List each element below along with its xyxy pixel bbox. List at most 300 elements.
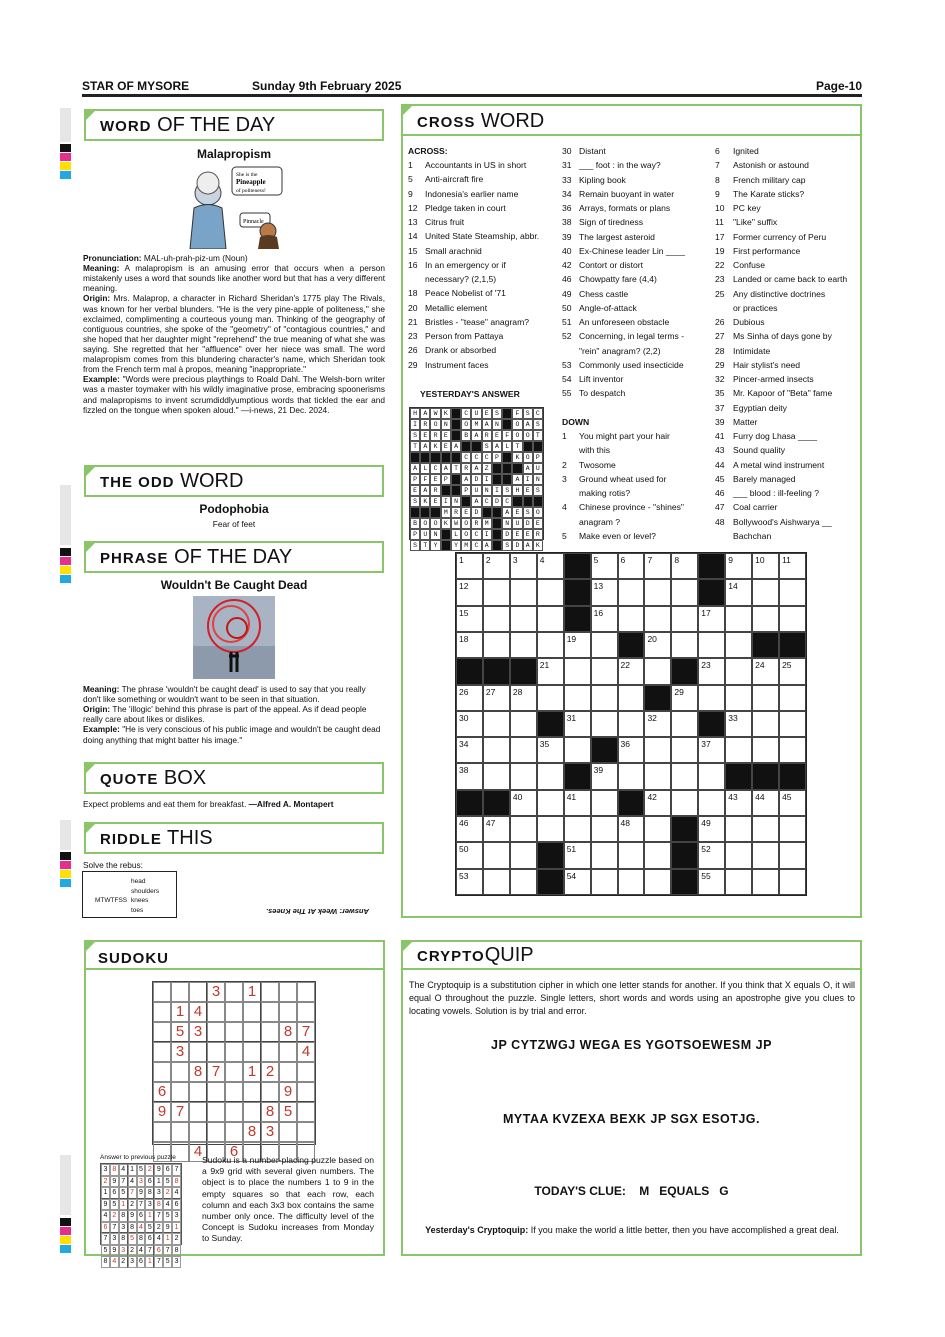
black-square xyxy=(441,452,451,463)
crossword-cell[interactable] xyxy=(537,763,564,789)
crossword-cell[interactable] xyxy=(564,869,591,895)
sudoku-cell[interactable] xyxy=(153,1042,171,1062)
color-mark xyxy=(60,870,71,878)
previous-answer-cell: 9 xyxy=(110,1176,119,1188)
phrase-body xyxy=(83,684,385,745)
color-mark xyxy=(60,1227,71,1235)
crossword-cell[interactable] xyxy=(483,632,510,658)
clue-number-label: 30 xyxy=(459,712,469,723)
crossword-cell[interactable] xyxy=(456,553,483,579)
sudoku-cell[interactable] xyxy=(153,1062,171,1082)
crossword-cell[interactable] xyxy=(510,579,537,605)
crossword-cell[interactable] xyxy=(779,869,806,895)
crossword-cell[interactable] xyxy=(456,816,483,842)
sudoku-cell[interactable] xyxy=(279,1002,297,1022)
title-prefix: RIDDLE xyxy=(100,831,162,848)
sudoku-cell[interactable] xyxy=(279,1062,297,1082)
sudoku-cell[interactable]: 8 xyxy=(261,1102,279,1122)
sudoku-cell[interactable]: 4 xyxy=(189,1002,207,1022)
sudoku-cell[interactable] xyxy=(261,982,279,1002)
sudoku-cell[interactable] xyxy=(261,1082,279,1102)
sudoku-cell[interactable] xyxy=(225,1102,243,1122)
crossword-cell[interactable] xyxy=(483,579,510,605)
crossword-cell[interactable] xyxy=(779,737,806,763)
crossword-cell[interactable] xyxy=(644,842,671,868)
sudoku-cell[interactable]: 5 xyxy=(171,1022,189,1042)
crossword-cell[interactable] xyxy=(456,763,483,789)
crossword-cell[interactable] xyxy=(483,711,510,737)
crossword-cell[interactable] xyxy=(698,763,725,789)
previous-answer-cell: 8 xyxy=(128,1222,137,1234)
crossword-cell[interactable] xyxy=(456,632,483,658)
crossword-cell[interactable] xyxy=(483,869,510,895)
crossword-cell[interactable] xyxy=(537,606,564,632)
black-square xyxy=(537,842,564,868)
yesterday-crossword-grid xyxy=(409,407,544,549)
sudoku-cell[interactable]: 7 xyxy=(207,1062,225,1082)
sudoku-cell[interactable] xyxy=(189,982,207,1002)
previous-answer-cell: 8 xyxy=(172,1245,181,1257)
crossword-cell[interactable] xyxy=(618,579,645,605)
sudoku-cell[interactable] xyxy=(225,1042,243,1062)
crossword-cell[interactable] xyxy=(591,553,618,579)
sudoku-cell[interactable] xyxy=(189,1122,207,1142)
crossword-cell[interactable] xyxy=(591,816,618,842)
crossword-cell[interactable] xyxy=(483,842,510,868)
clue-item xyxy=(562,331,684,341)
sudoku-cell[interactable]: 3 xyxy=(207,982,225,1002)
crossword-cell[interactable] xyxy=(698,816,725,842)
sudoku-cell[interactable] xyxy=(261,1002,279,1022)
label: Example: xyxy=(83,374,120,385)
clue-text: necessary? (2,1,5) xyxy=(425,274,497,284)
crossword-cell[interactable] xyxy=(564,711,591,737)
crossword-cell[interactable] xyxy=(510,763,537,789)
crossword-cell[interactable] xyxy=(671,763,698,789)
sudoku-cell[interactable] xyxy=(297,1082,315,1102)
clue-number: 42 xyxy=(562,260,572,270)
clue-number: 5 xyxy=(408,174,413,185)
black-square xyxy=(752,763,779,789)
answer-cell: U xyxy=(471,408,481,419)
crossword-cell[interactable] xyxy=(618,869,645,895)
sudoku-cell[interactable] xyxy=(225,1062,243,1082)
crossword-cell[interactable] xyxy=(510,790,537,816)
previous-answer-cell: 6 xyxy=(137,1256,146,1268)
crossword-cell[interactable] xyxy=(644,658,671,684)
crossword-cell[interactable] xyxy=(483,737,510,763)
previous-answer-cell: 6 xyxy=(101,1222,110,1234)
sudoku-cell[interactable]: 9 xyxy=(279,1082,297,1102)
crossword-cell[interactable] xyxy=(537,790,564,816)
crossword-cell[interactable] xyxy=(564,685,591,711)
crossword-cell[interactable] xyxy=(510,632,537,658)
clue-item xyxy=(715,360,800,370)
crossword-cell[interactable] xyxy=(752,711,779,737)
crossword-cell[interactable] xyxy=(618,842,645,868)
crossword-cell[interactable] xyxy=(510,711,537,737)
crossword-cell[interactable] xyxy=(564,632,591,658)
crossword-cell[interactable] xyxy=(725,553,752,579)
black-square xyxy=(752,632,779,658)
rebus-words xyxy=(131,877,159,915)
crossword-cell[interactable] xyxy=(510,842,537,868)
crossword-cell[interactable] xyxy=(698,658,725,684)
crossword-cell[interactable] xyxy=(483,685,510,711)
sudoku-cell[interactable]: 9 xyxy=(153,1102,171,1122)
clue-number: 34 xyxy=(562,188,572,199)
crossword-cell[interactable] xyxy=(725,579,752,605)
sudoku-cell[interactable]: 1 xyxy=(171,1002,189,1022)
clue-number-label: 53 xyxy=(459,870,469,881)
answer-cell: P xyxy=(533,452,543,463)
crossword-cell[interactable] xyxy=(564,842,591,868)
sudoku-cell[interactable]: 4 xyxy=(297,1042,315,1062)
sudoku-cell[interactable]: 3 xyxy=(171,1042,189,1062)
answer-cell: M xyxy=(471,419,481,430)
crossword-cell[interactable] xyxy=(725,737,752,763)
crossword-cell[interactable] xyxy=(618,606,645,632)
crossword-cell[interactable] xyxy=(483,553,510,579)
crossword-cell[interactable] xyxy=(779,606,806,632)
sudoku-cell[interactable] xyxy=(225,1022,243,1042)
sudoku-cell[interactable] xyxy=(261,1022,279,1042)
crossword-cell[interactable] xyxy=(618,658,645,684)
crossword-cell[interactable] xyxy=(537,553,564,579)
clue-item xyxy=(715,232,826,242)
crossword-cell[interactable] xyxy=(537,685,564,711)
crossword-cell[interactable] xyxy=(698,606,725,632)
clue-number-label: 43 xyxy=(728,791,738,802)
crossword-cell[interactable] xyxy=(456,579,483,605)
sudoku-cell[interactable] xyxy=(207,1042,225,1062)
sudoku-cell[interactable] xyxy=(225,1002,243,1022)
crossword-cell[interactable] xyxy=(725,842,752,868)
sudoku-cell[interactable] xyxy=(189,1102,207,1122)
clue-number: 17 xyxy=(715,231,725,242)
crossword-cell[interactable] xyxy=(698,869,725,895)
crossword-cell[interactable] xyxy=(591,579,618,605)
crossword-cell[interactable] xyxy=(752,658,779,684)
crossword-cell[interactable] xyxy=(510,685,537,711)
sudoku-cell[interactable] xyxy=(279,1122,297,1142)
crossword-cell[interactable] xyxy=(671,685,698,711)
crossword-cell[interactable] xyxy=(537,632,564,658)
crossword-cell[interactable] xyxy=(779,658,806,684)
crossword-cell[interactable] xyxy=(510,869,537,895)
crossword-cell[interactable] xyxy=(591,790,618,816)
sudoku-cell[interactable] xyxy=(171,982,189,1002)
crossword-cell[interactable] xyxy=(618,737,645,763)
crossword-cell[interactable] xyxy=(618,685,645,711)
clue-number: 9 xyxy=(408,188,413,199)
clue-item xyxy=(715,160,809,170)
sudoku-cell[interactable]: 8 xyxy=(189,1062,207,1082)
sudoku-grid[interactable] xyxy=(152,981,316,1160)
crossword-cell[interactable] xyxy=(483,606,510,632)
crossword-cell[interactable] xyxy=(591,685,618,711)
crossword-cell[interactable] xyxy=(483,816,510,842)
crossword-cell[interactable] xyxy=(591,842,618,868)
previous-answer-cell: 4 xyxy=(119,1164,128,1176)
sudoku-cell[interactable] xyxy=(189,1082,207,1102)
crossword-cell[interactable] xyxy=(644,711,671,737)
crossword-cell[interactable] xyxy=(591,658,618,684)
sudoku-cell[interactable] xyxy=(297,1062,315,1082)
sudoku-cell[interactable]: 1 xyxy=(243,1062,261,1082)
answer-cell: D xyxy=(471,507,481,518)
crossword-cell[interactable] xyxy=(564,790,591,816)
answer-cell: C xyxy=(471,540,481,551)
clue-number-label: 7 xyxy=(647,555,653,565)
crossword-cell[interactable] xyxy=(671,790,698,816)
previous-answer-cell: 4 xyxy=(163,1199,172,1211)
sudoku-cell[interactable]: 6 xyxy=(225,1142,243,1162)
color-mark xyxy=(60,852,71,860)
crossword-cell[interactable] xyxy=(644,763,671,789)
crossword-cell[interactable] xyxy=(591,711,618,737)
example-text: "He is very conscious of his public image and wouldn't be caught dead doing anything that might batter his image." xyxy=(83,724,381,745)
previous-answer-label: Answer to previous puzzle xyxy=(100,1154,176,1161)
crossword-cell[interactable] xyxy=(537,579,564,605)
crossword-cell[interactable] xyxy=(779,711,806,737)
answer-cell: B xyxy=(410,518,420,529)
odd-word-meaning: Fear of feet xyxy=(212,519,256,529)
crossword-cell[interactable] xyxy=(725,711,752,737)
crossword-cell[interactable] xyxy=(456,869,483,895)
sudoku-cell[interactable] xyxy=(171,1062,189,1082)
crossword-cell[interactable] xyxy=(698,790,725,816)
clue-item xyxy=(562,303,637,313)
sudoku-cell[interactable] xyxy=(207,1122,225,1142)
crossword-cell[interactable] xyxy=(510,737,537,763)
corner-flag-icon xyxy=(86,942,95,951)
crossword-cell[interactable] xyxy=(510,553,537,579)
crossword-cell[interactable] xyxy=(779,579,806,605)
crossword-cell[interactable] xyxy=(725,606,752,632)
sudoku-cell[interactable] xyxy=(225,1122,243,1142)
issue-date: Sunday 9th February 2025 xyxy=(252,79,402,93)
clue-number-label: 28 xyxy=(512,686,523,697)
crossword-cell[interactable] xyxy=(671,579,698,605)
clue-number-label: 14 xyxy=(728,581,738,592)
sudoku-cell[interactable] xyxy=(297,1102,315,1122)
crossword-cell[interactable] xyxy=(591,763,618,789)
sudoku-cell[interactable] xyxy=(243,1042,261,1062)
answer-cell: D xyxy=(512,540,522,551)
sudoku-cell[interactable] xyxy=(297,1122,315,1142)
sudoku-cell[interactable] xyxy=(261,1042,279,1062)
sudoku-cell[interactable]: 7 xyxy=(297,1022,315,1042)
sudoku-cell[interactable]: 3 xyxy=(189,1022,207,1042)
previous-answer-cell: 8 xyxy=(119,1233,128,1245)
crossword-cell[interactable] xyxy=(644,632,671,658)
crossword-cell[interactable] xyxy=(671,737,698,763)
crossword-cell[interactable] xyxy=(725,869,752,895)
sudoku-cell[interactable]: 6 xyxy=(153,1082,171,1102)
previous-answer-cell: 2 xyxy=(154,1222,163,1234)
answer-cell: N xyxy=(451,496,461,507)
clue-number: 23 xyxy=(408,331,418,341)
crossword-cell[interactable] xyxy=(456,842,483,868)
sudoku-cell[interactable] xyxy=(243,1022,261,1042)
crossword-cell[interactable] xyxy=(752,606,779,632)
crossword-cell[interactable] xyxy=(644,790,671,816)
crossword-cell[interactable] xyxy=(725,790,752,816)
crossword-cell[interactable] xyxy=(752,685,779,711)
clue-item xyxy=(715,374,814,384)
previous-answer-cell: 2 xyxy=(119,1256,128,1268)
sudoku-cell[interactable] xyxy=(207,1022,225,1042)
crossword-cell[interactable] xyxy=(564,737,591,763)
sudoku-cell[interactable] xyxy=(207,1082,225,1102)
sudoku-cell[interactable]: 3 xyxy=(261,1122,279,1142)
answer-cell: A xyxy=(471,463,481,474)
crossword-cell[interactable] xyxy=(644,553,671,579)
title-prefix: CROSS xyxy=(417,114,476,131)
word-of-day-headword: Malapropism xyxy=(196,147,271,161)
crossword-cell[interactable] xyxy=(725,658,752,684)
sudoku-cell[interactable]: 8 xyxy=(279,1022,297,1042)
crossword-cell[interactable] xyxy=(671,632,698,658)
clue-number-label: 49 xyxy=(701,818,711,829)
crossword-cell[interactable] xyxy=(779,685,806,711)
corner-flag-icon xyxy=(403,942,412,951)
crossword-cell[interactable] xyxy=(618,816,645,842)
crossword-cell[interactable] xyxy=(698,842,725,868)
clue-item xyxy=(715,317,765,327)
sudoku-cell[interactable] xyxy=(279,1042,297,1062)
crossword-cell[interactable] xyxy=(752,869,779,895)
answer-cell: A xyxy=(512,474,522,485)
label: Meaning: xyxy=(83,684,120,694)
crossword-cell[interactable] xyxy=(644,816,671,842)
crossword-cell[interactable] xyxy=(510,816,537,842)
sudoku-cell[interactable]: 7 xyxy=(171,1102,189,1122)
crossword-cell[interactable] xyxy=(698,632,725,658)
answer-cell: E xyxy=(492,430,502,441)
crossword-cell[interactable] xyxy=(725,816,752,842)
crossword-cell[interactable] xyxy=(644,606,671,632)
crossword-cell[interactable] xyxy=(483,763,510,789)
answer-cell: E xyxy=(441,430,451,441)
crossword-cell[interactable] xyxy=(752,579,779,605)
sudoku-cell[interactable] xyxy=(297,982,315,1002)
crossword-cell[interactable] xyxy=(644,869,671,895)
clue-number: 32 xyxy=(715,374,725,384)
crossword-cell[interactable] xyxy=(644,579,671,605)
crossword-cell[interactable] xyxy=(456,711,483,737)
crossword-cell[interactable] xyxy=(644,737,671,763)
sudoku-cell[interactable] xyxy=(171,1082,189,1102)
crossword-cell[interactable] xyxy=(752,842,779,868)
sudoku-cell[interactable] xyxy=(153,1022,171,1042)
sudoku-cell[interactable] xyxy=(297,1002,315,1022)
crossword-cell[interactable] xyxy=(671,711,698,737)
clue-text: Any distinctive doctrines xyxy=(733,288,826,299)
sudoku-cell[interactable] xyxy=(279,982,297,1002)
margin-strip xyxy=(60,485,71,545)
black-square xyxy=(564,606,591,632)
illustration-text: Pinnacle xyxy=(243,219,264,225)
crossword-cell[interactable] xyxy=(510,606,537,632)
crossword-cell[interactable] xyxy=(537,816,564,842)
sudoku-cell[interactable] xyxy=(171,1122,189,1142)
crossword-cell[interactable] xyxy=(564,816,591,842)
sudoku-cell[interactable] xyxy=(225,1082,243,1102)
crossword-cell[interactable] xyxy=(698,685,725,711)
sudoku-cell[interactable] xyxy=(207,1102,225,1122)
crossword-cell[interactable] xyxy=(779,790,806,816)
crossword-cell[interactable] xyxy=(698,737,725,763)
sudoku-cell[interactable] xyxy=(225,982,243,1002)
previous-answer-cell: 1 xyxy=(128,1164,137,1176)
sudoku-cell[interactable] xyxy=(243,1002,261,1022)
crossword-cell[interactable] xyxy=(564,658,591,684)
sudoku-cell[interactable] xyxy=(153,1122,171,1142)
crossword-cell[interactable] xyxy=(618,553,645,579)
sudoku-cell[interactable]: 5 xyxy=(279,1102,297,1122)
crossword-cell[interactable] xyxy=(725,632,752,658)
crossword-cell[interactable] xyxy=(779,816,806,842)
crossword-cell[interactable] xyxy=(591,632,618,658)
sudoku-cell[interactable] xyxy=(243,1102,261,1122)
crossword-cell[interactable] xyxy=(671,553,698,579)
crossword-cell[interactable] xyxy=(752,553,779,579)
title-suffix: THIS xyxy=(167,827,213,849)
sudoku-cell[interactable]: 2 xyxy=(261,1062,279,1082)
clue-number: 45 xyxy=(715,473,725,484)
crossword-cell[interactable] xyxy=(456,685,483,711)
answer-cell: N xyxy=(492,419,502,430)
previous-answer-cell: 3 xyxy=(172,1210,181,1222)
clue-text: Pincer-armed insects xyxy=(733,374,814,384)
crossword-cell[interactable] xyxy=(456,606,483,632)
answer-cell: K xyxy=(441,408,451,419)
crossword-grid[interactable] xyxy=(455,552,807,896)
sudoku-cell[interactable] xyxy=(207,1002,225,1022)
crossword-cell[interactable] xyxy=(618,763,645,789)
sudoku-cell[interactable] xyxy=(243,1082,261,1102)
clue-number: 1 xyxy=(408,160,413,170)
answer-cell: A xyxy=(502,507,512,518)
answer-cell: O xyxy=(523,452,533,463)
crossword-cell[interactable] xyxy=(752,790,779,816)
crossword-cell[interactable] xyxy=(752,816,779,842)
answer-cell: P xyxy=(410,474,420,485)
answer-cell: E xyxy=(430,474,440,485)
crossword-cell[interactable] xyxy=(537,658,564,684)
crossword-cell[interactable] xyxy=(591,606,618,632)
previous-answer-cell: 9 xyxy=(110,1245,119,1257)
sudoku-cell[interactable] xyxy=(189,1042,207,1062)
crossword-cell[interactable] xyxy=(591,869,618,895)
sudoku-cell[interactable] xyxy=(153,982,171,1002)
sudoku-cell[interactable] xyxy=(153,1002,171,1022)
crossword-cell[interactable] xyxy=(618,711,645,737)
title-prefix: QUOTE xyxy=(100,771,159,788)
sudoku-cell[interactable]: 4 xyxy=(189,1142,207,1162)
crossword-cell[interactable] xyxy=(779,842,806,868)
sudoku-cell[interactable]: 1 xyxy=(243,982,261,1002)
sudoku-cell[interactable]: 8 xyxy=(243,1122,261,1142)
crossword-cell[interactable] xyxy=(456,737,483,763)
crossword-cell[interactable] xyxy=(725,685,752,711)
crossword-cell[interactable] xyxy=(752,737,779,763)
crossword-cell[interactable] xyxy=(537,737,564,763)
crossword-cell[interactable] xyxy=(779,553,806,579)
crossword-cell[interactable] xyxy=(671,606,698,632)
